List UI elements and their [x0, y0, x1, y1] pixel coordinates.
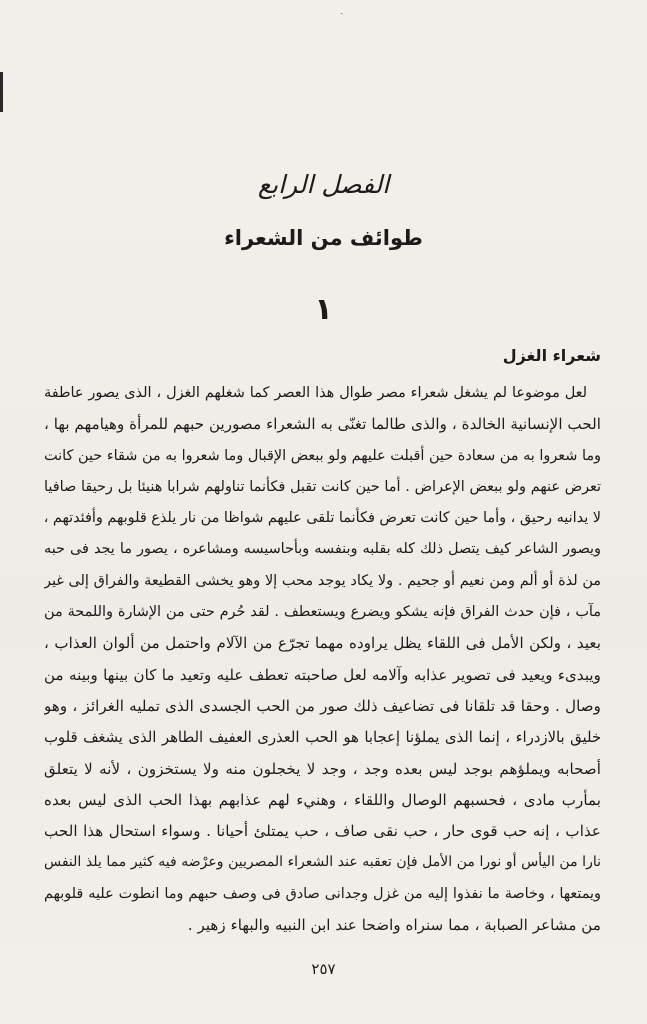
body-line: تعرض عنهم ولو ببعض الإعراض . أما حين كانت تقبل فكأنما تناولهم شرابا هنيئا بل رحيقا صافيا	[44, 478, 601, 495]
page-number: ٢٥٧	[311, 960, 336, 978]
body-line: أصحابه ويملؤهم بوجد ليس بعده وجد ، وجد لا يخجلون منه ولا يستخزون ، لأنه لا يتعلق	[44, 759, 601, 778]
binding-edge-mark	[0, 72, 3, 112]
body-line: لعل موضوعا لم يشغل شعراء مصر طوال هذا العصر كما شغلهم الغزل ، الذى يصور عاطفة	[44, 385, 587, 401]
chapter-label: الفصل الرابع	[257, 170, 390, 199]
section-number: ١	[314, 292, 333, 327]
body-line: من مشاعر الصبابة ، مما سنراه واضحا عند ابن النبيه والبهاء زهير .	[187, 916, 601, 935]
body-text	[44, 378, 601, 941]
section-subheading: شعراء الغزل	[502, 346, 601, 365]
top-speck: ˎ	[340, 4, 344, 15]
body-line: عذاب ، إنه حب قوى حار ، حب نقى صاف ، حب يمتلئ أحيانا . وسواء استحال هذا الحب	[44, 822, 601, 841]
body-line: ويمتعها ، وخاصة ما نفذوا إليه من غزل وجدانى صادق فى وصف حبهم وما انطوت عليه قلوبهم	[44, 885, 601, 902]
body-line: نارا من اليأس أو نورا من الأمل فإن تعقبه عند الشعراء المصريين وعرْضه فيه كثير مما يلذ النفس	[44, 854, 601, 871]
body-line: بعيد ، ولكن الأمل فى اللقاء يظل يراوده مهما تجرّع من الآلام واحتمل من ألوان العذاب ،	[44, 634, 601, 653]
body-line: مآب ، فإن حدث الفراق فإنه يشكو ويضرع ويستعطف . لقد حُرم حتى من الإشارة واللمحة من	[44, 604, 601, 621]
body-line: ويصور الشاعر كيف يتصل ذلك كله بقلبه وبنفسه وبأحاسيسه ومشاعره ، يصور ما يجد فى حبه	[44, 541, 601, 558]
body-line: خليق بالازدراء ، إنما الذى يملؤنا إعجابا هو الحب العذرى العفيف الطاهر الذى يشغف قلوب	[44, 729, 601, 747]
body-line: بمأرب مادى ، فحسبهم الوصال واللقاء ، وهنيء لهم عذابهم بهذا الحب الذى ليس بعده	[44, 790, 601, 809]
body-line: ويبدىء ويعيد فى تصوير عذابه وآلامه لعل صاحبته تعطف عليه وتعيد ما كان بينها وبينه من	[44, 665, 601, 684]
chapter-title: طوائف من الشعراء	[224, 226, 423, 250]
body-line: لا يدانيه رحيق ، وأما حين كانت تعرض فكأنما تلقى عليهم شواظا من نار يلذع قلوبهم وأفئدتهم ،	[44, 510, 601, 527]
body-line: وما شعروا به من سعادة حين أقبلت عليهم ولو ببعض الإقبال وما شعروا به من شقاء حين كانت	[44, 447, 601, 464]
body-line: وصال . وحقا قد تلقانا فى تضاعيف ذلك صور من الحب الجسدى الذى تمليه الغرائز ، وهو	[44, 696, 601, 715]
body-line: من لذة أو ألم ومن نعيم أو جحيم . ولا يكاد يوجد محب إلا وهو يخشى القطيعة والفراق إلى غير	[44, 572, 601, 589]
body-line: الحب الإنسانية الخالدة ، والذى طالما تغنّى به الشعراء مصورين حبهم للمرأة وهيامهم بها ،	[44, 415, 601, 434]
